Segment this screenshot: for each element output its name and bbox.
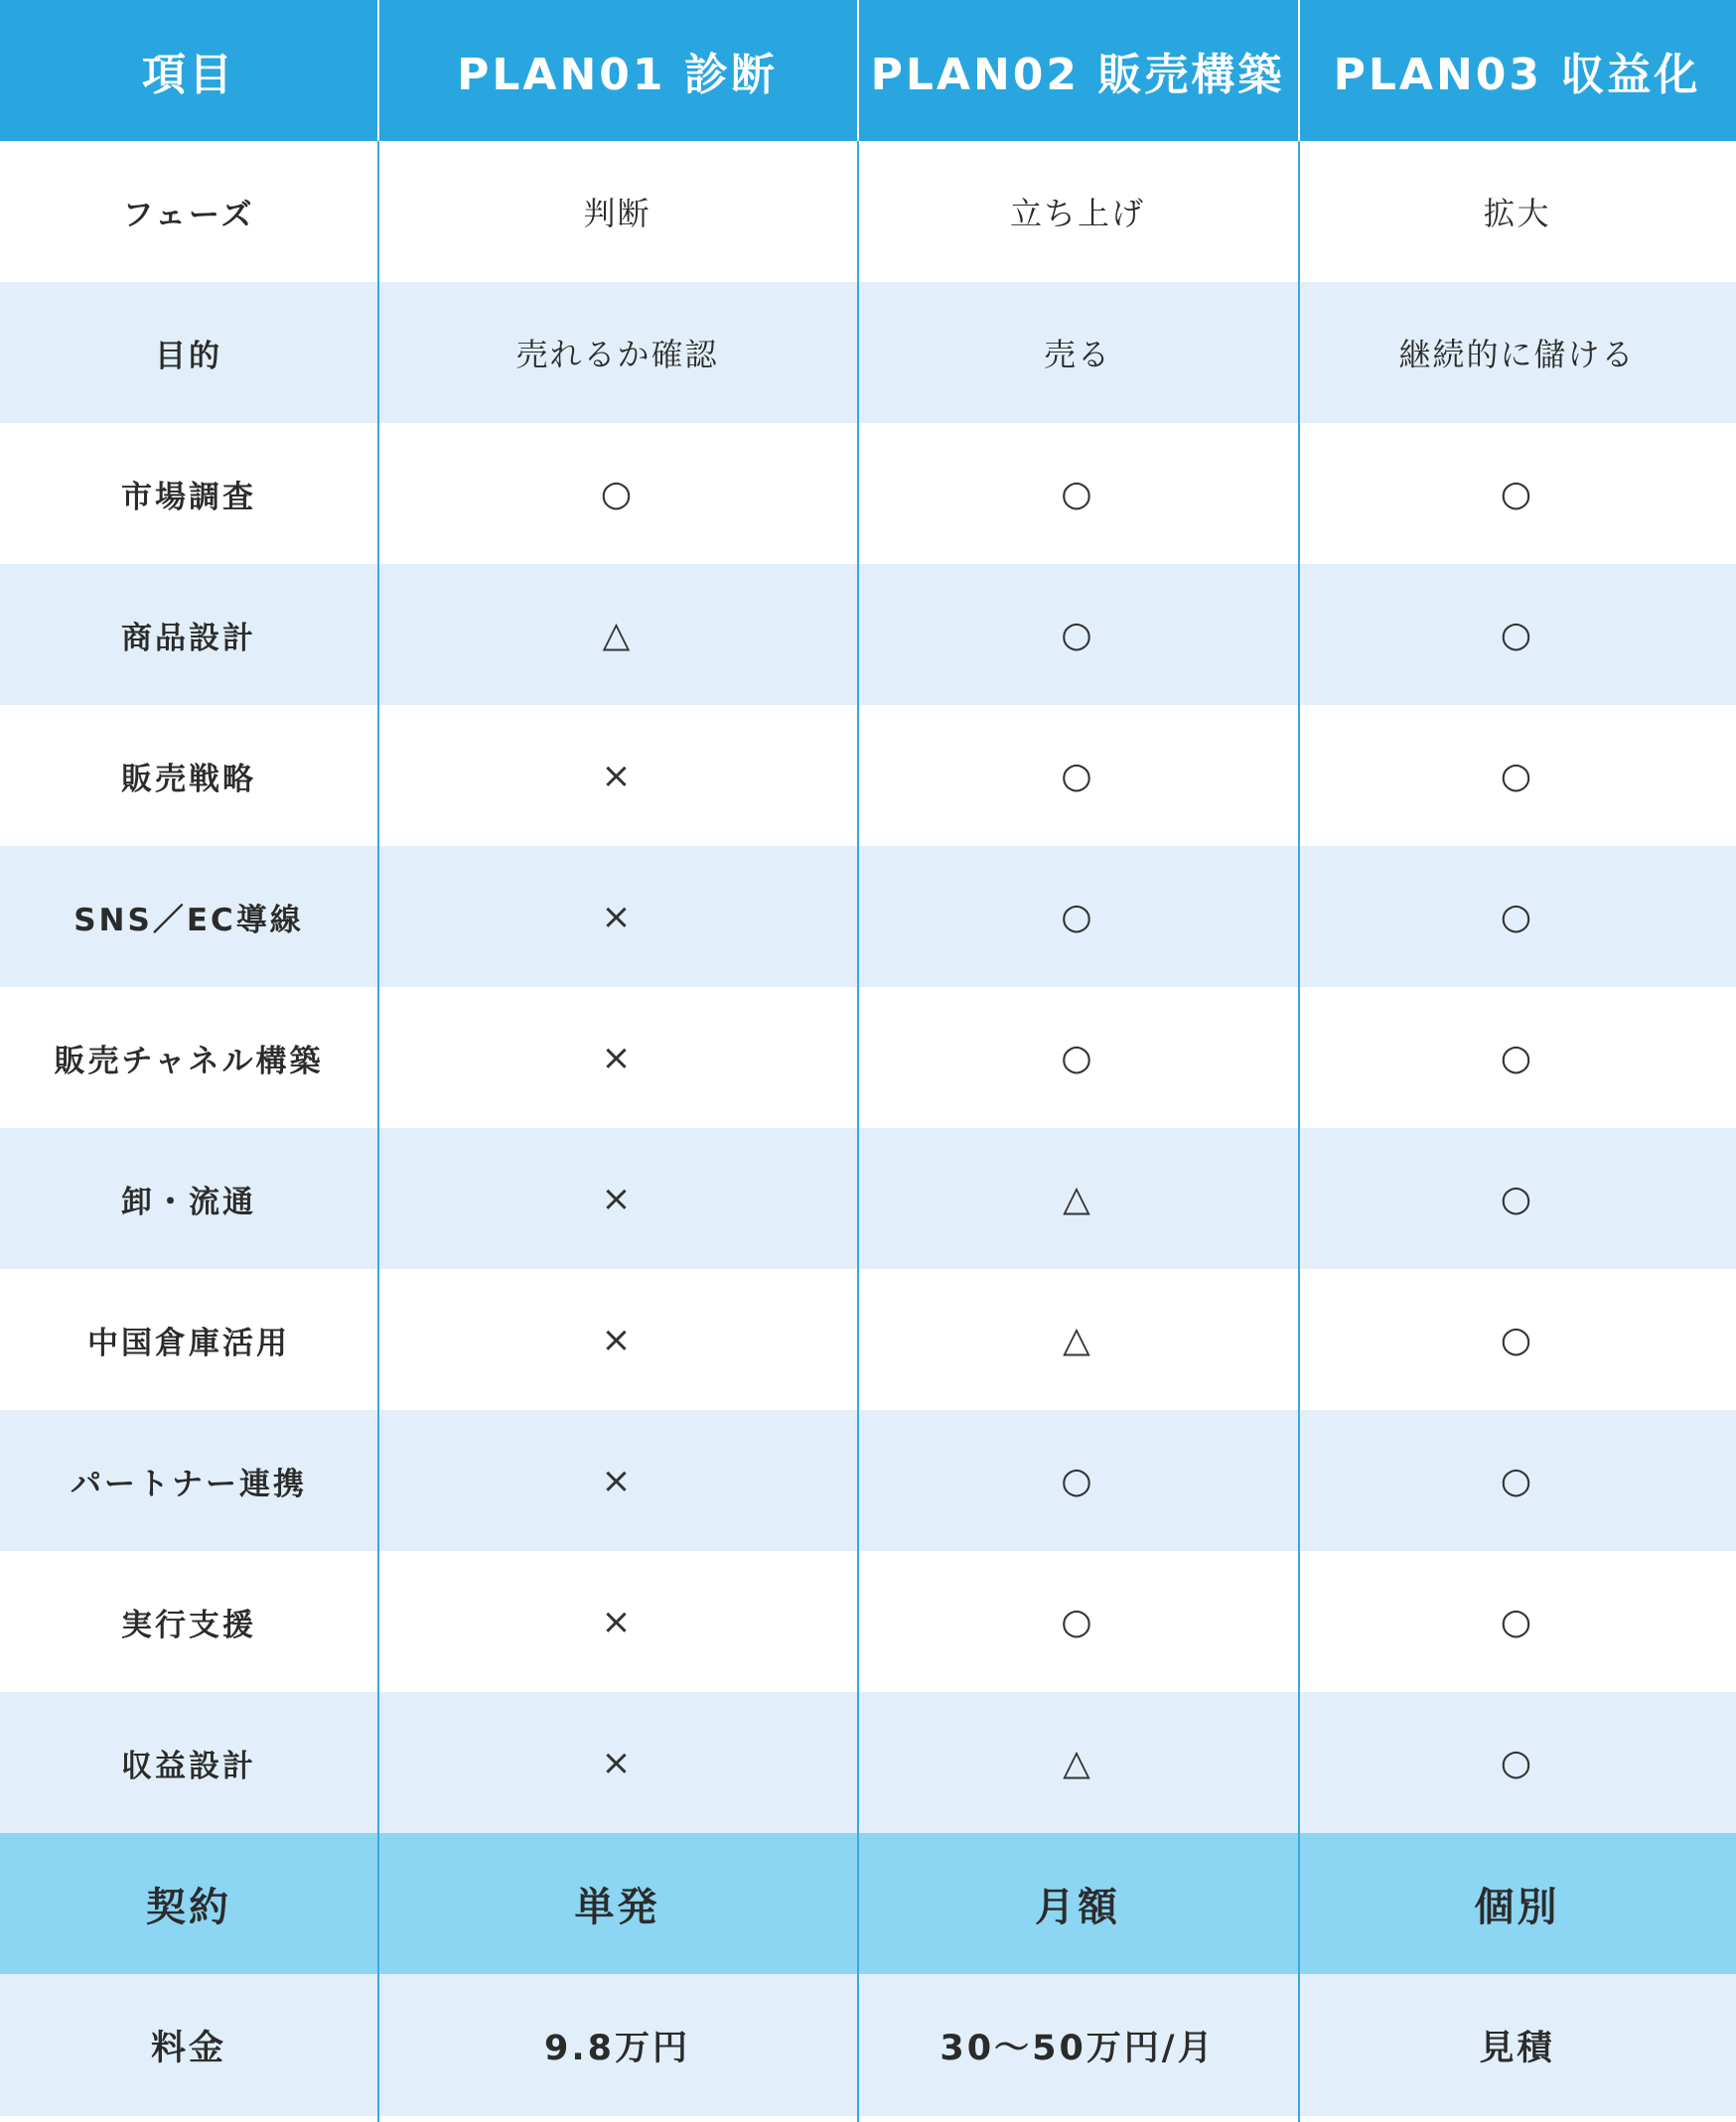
plan01-cell: × <box>377 1269 857 1410</box>
row-label: 目的 <box>0 282 377 423</box>
row-label: 中国倉庫活用 <box>0 1269 377 1410</box>
price-plan02: 30〜50万円/月 <box>857 1974 1298 2116</box>
plan03-cell: ○ <box>1298 423 1736 564</box>
plan01-cell: × <box>377 705 857 846</box>
row-label: 市場調査 <box>0 423 377 564</box>
plan01-cell: × <box>377 1692 857 1833</box>
plan02-cell: ○ <box>857 705 1298 846</box>
contract-plan01: 単発 <box>377 1833 857 1974</box>
price-label: 料金 <box>0 1974 377 2116</box>
plan03-cell: ○ <box>1298 1410 1736 1551</box>
plan02-cell: △ <box>857 1269 1298 1410</box>
row-label: SNS／EC導線 <box>0 846 377 987</box>
header-item: 項目 <box>0 0 377 141</box>
plan03-cell: 拡大 <box>1298 141 1736 282</box>
plan02-cell: ○ <box>857 564 1298 705</box>
row-label: 収益設計 <box>0 1692 377 1833</box>
header-plan01: PLAN01 診断 <box>377 0 857 141</box>
row-label: パートナー連携 <box>0 1410 377 1551</box>
plan01-cell: × <box>377 987 857 1128</box>
plan03-cell: ○ <box>1298 564 1736 705</box>
plan02-cell: 立ち上げ <box>857 141 1298 282</box>
plan03-cell: ○ <box>1298 846 1736 987</box>
row-label: 実行支援 <box>0 1551 377 1692</box>
plan02-cell: ○ <box>857 1410 1298 1551</box>
contract-plan02: 月額 <box>857 1833 1298 1974</box>
row-label: 販売戦略 <box>0 705 377 846</box>
plan03-cell: ○ <box>1298 1692 1736 1833</box>
plan01-cell: 判断 <box>377 141 857 282</box>
contract-label: 契約 <box>0 1833 377 1974</box>
price-plan01: 9.8万円 <box>377 1974 857 2116</box>
row-label: フェーズ <box>0 141 377 282</box>
plan02-cell: ○ <box>857 987 1298 1128</box>
plan02-cell: 売る <box>857 282 1298 423</box>
plan02-cell: ○ <box>857 1551 1298 1692</box>
plan01-cell: × <box>377 1410 857 1551</box>
plan03-cell: ○ <box>1298 1128 1736 1269</box>
contract-plan03: 個別 <box>1298 1833 1736 1974</box>
header-plan02: PLAN02 販売構築 <box>857 0 1298 141</box>
plan02-cell: △ <box>857 1692 1298 1833</box>
row-label: 卸・流通 <box>0 1128 377 1269</box>
plan01-cell: × <box>377 1128 857 1269</box>
plan01-cell: × <box>377 1551 857 1692</box>
plan03-cell: ○ <box>1298 705 1736 846</box>
row-label: 販売チャネル構築 <box>0 987 377 1128</box>
plan03-cell: ○ <box>1298 1551 1736 1692</box>
plan02-cell: ○ <box>857 423 1298 564</box>
plan03-cell: ○ <box>1298 1269 1736 1410</box>
row-label: 商品設計 <box>0 564 377 705</box>
plan02-cell: ○ <box>857 846 1298 987</box>
plan03-cell: 継続的に儲ける <box>1298 282 1736 423</box>
price-plan03: 見積 <box>1298 1974 1736 2116</box>
plan03-cell: ○ <box>1298 987 1736 1128</box>
plan01-cell: △ <box>377 564 857 705</box>
plan01-cell: 売れるか確認 <box>377 282 857 423</box>
plan01-cell: ○ <box>377 423 857 564</box>
plan01-cell: × <box>377 846 857 987</box>
header-plan03: PLAN03 収益化 <box>1298 0 1736 141</box>
plan02-cell: △ <box>857 1128 1298 1269</box>
